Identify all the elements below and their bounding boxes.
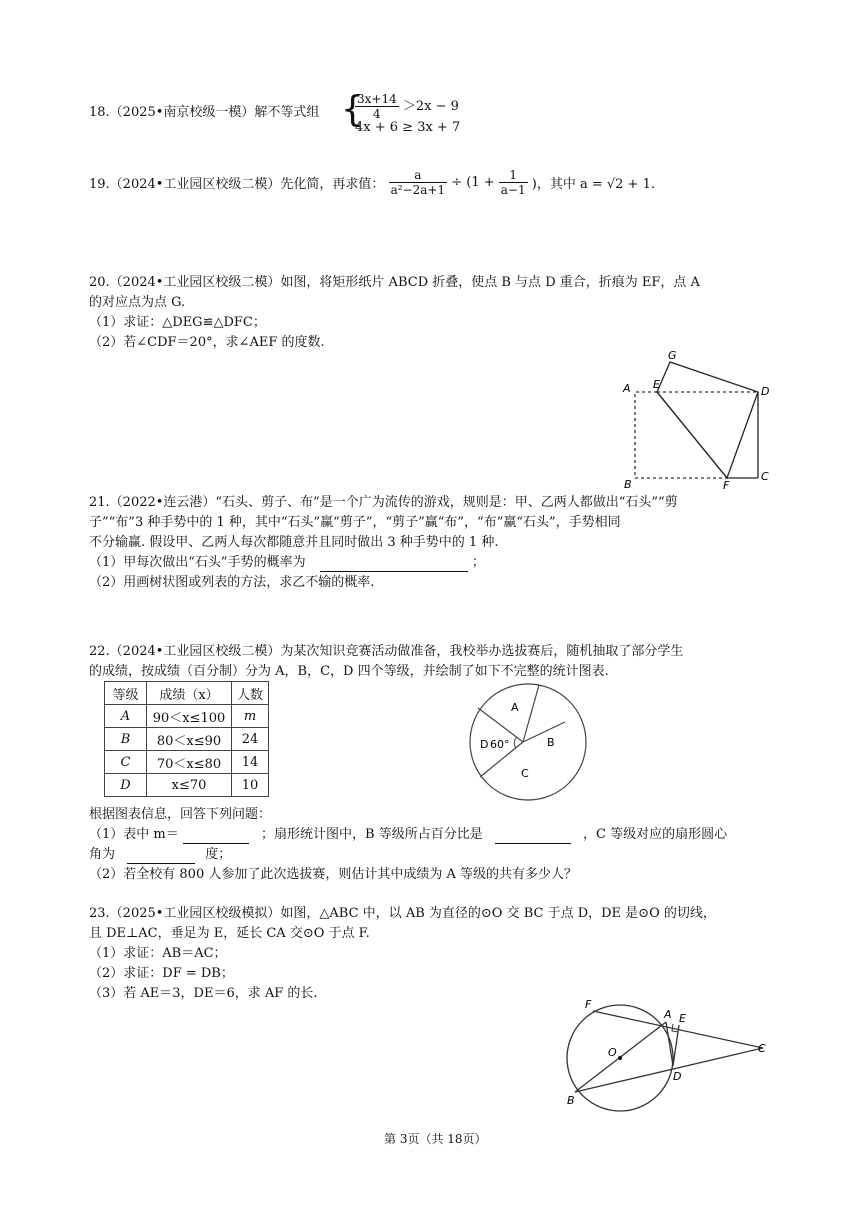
pie-chart xyxy=(465,682,595,806)
label-B: B xyxy=(567,1094,575,1107)
q20-line2: 的对应点为点 G. xyxy=(89,295,186,310)
q22-line2: 的成绩，按成绩（百分制）分为 A，B，C，D 四个等级，并绘制了如下不完整的统计图表. xyxy=(89,664,609,679)
answer-blank[interactable] xyxy=(127,846,195,864)
q20-part2: （2）若∠CDF＝20°，求∠AEF 的度数. xyxy=(89,335,325,350)
label-E: E xyxy=(679,1012,686,1025)
q22-part1-cont: 角为 度； xyxy=(89,847,232,862)
table-header-row xyxy=(105,682,269,705)
q23-figure xyxy=(555,996,785,1114)
pie-label-B: B xyxy=(547,736,555,749)
pie-angle-label: 60° xyxy=(490,738,510,751)
inequality-1: $\frac{3x+14}{4}$ ＞2x − 9 xyxy=(357,92,459,121)
fraction-1: $\frac{a}{\text{a²−2a+1}}$ xyxy=(390,168,446,197)
fraction: $\frac{3x+14}{4}$ xyxy=(357,92,397,121)
q20-figure xyxy=(610,345,780,490)
label-G: G xyxy=(668,349,677,362)
folded-quad xyxy=(657,362,758,478)
label-O: O xyxy=(608,1046,617,1059)
table-header: 等级 xyxy=(105,682,147,705)
q19-prefix: 19.（2024•工业园区校级二模）先化简，再求值： xyxy=(89,177,385,192)
table-row: A 90＜x≤100 m xyxy=(105,705,269,728)
label-A: A xyxy=(664,1008,672,1021)
center-dot xyxy=(618,1056,622,1060)
q18-prefix: 18.（2025•南京校级一模）解不等式组 xyxy=(89,105,320,120)
fraction-2: $\frac{1}{a-1}$ xyxy=(500,168,526,197)
q23-part3: （3）若 AE＝3，DE＝6，求 AF 的长. xyxy=(89,986,318,1001)
table-header: 人数 xyxy=(232,682,269,705)
q22-part2: （2）若全校有 800 人参加了此次选拔赛，则估计其中成绩为 A 等级的共有多少人？ xyxy=(89,867,578,882)
q22-part1: （1）表中 m＝ ；扇形统计图中，B 等级所占百分比是 ，C 等级对应的扇形圆心 xyxy=(89,827,728,842)
grade-table xyxy=(104,681,269,797)
q23-line1: 23.（2025•工业园区校级模拟）如图，△ABC 中，以 AB 为直径的⊙O 交 BC 于点 D，DE 是⊙O 的切线， xyxy=(89,906,716,921)
pie-label-A: A xyxy=(511,701,519,714)
q21-line3: 不分输赢. 假设甲、乙两人每次都随意并且同时做出 3 种手势中的 1 种. xyxy=(89,535,499,550)
label-F: F xyxy=(723,479,730,490)
label-C: C xyxy=(758,1042,766,1055)
q21-part2: （2）用画树状图或列表的方法，求乙不输的概率. xyxy=(89,575,375,590)
right-angle-mark xyxy=(672,1024,678,1032)
q22-after: 根据图表信息，回答下列问题： xyxy=(89,807,272,822)
q23-part2: （2）求证：DF = DB； xyxy=(89,966,234,981)
answer-blank[interactable] xyxy=(495,826,571,844)
dashed-fold-edge xyxy=(635,392,727,478)
table-header: 成绩（x） xyxy=(147,682,232,705)
q23-part1: （1）求证：AB＝AC； xyxy=(89,946,227,961)
label-B: B xyxy=(624,478,632,490)
page-footer: 第 3页（共 18页） xyxy=(384,1132,487,1146)
inequality-2: 4x + 6 ≥ 3x + 7 xyxy=(355,120,461,135)
label-F: F xyxy=(585,998,592,1011)
q22-line1: 22.（2024•工业园区校级二模）为某次知识竞赛活动做准备，我校举办选拔赛后，随机抽取了部分学生 xyxy=(89,644,684,659)
label-D: D xyxy=(673,1070,682,1083)
label-A: A xyxy=(623,382,631,395)
pie-label-D: D xyxy=(480,738,489,751)
q21-line2: 子”“布”3 种手势中的 1 种，其中“石头”赢“剪子”，“剪子”赢“布”，“布”赢“石头”，手势相同 xyxy=(89,515,621,530)
table-row: C 70＜x≤80 14 xyxy=(105,751,269,774)
segment-EF xyxy=(657,392,727,478)
answer-blank[interactable] xyxy=(183,826,249,844)
q20-part1: （1）求证：△DEG≌△DFC； xyxy=(89,315,266,330)
label-C: C xyxy=(761,470,769,483)
q20-line1: 20.（2024•工业园区校级二模）如图，将矩形纸片 ABCD 折叠，使点 B 与点 D 重合，折痕为 EF，点 A xyxy=(89,275,700,290)
table-row: D x≤70 10 xyxy=(105,774,269,797)
table-row: B 80＜x≤90 24 xyxy=(105,728,269,751)
q21-line1: 21.（2022•连云港）“石头、剪子、布”是一个广为流传的游戏，规则是：甲、乙两人都做出“石头”“剪 xyxy=(89,495,678,510)
q19: 19.（2024•工业园区校级二模）先化简，再求值： $\frac{a}{\text{a²−2a+1}}$ ÷ (1 + $\frac{1}{a-1}$ )，其中 a = √2 + 1. xyxy=(89,168,655,197)
label-D: D xyxy=(761,385,770,398)
q23-line2: 且 DE⊥AC，垂足为 E，延长 CA 交⊙O 于点 F. xyxy=(89,926,370,941)
pie-label-C: C xyxy=(521,767,529,780)
brace: { xyxy=(341,89,364,130)
q21-part1: （1）甲每次做出“石头”手势的概率为 ； xyxy=(89,555,485,570)
label-E: E xyxy=(653,378,660,391)
answer-blank[interactable] xyxy=(320,554,468,572)
